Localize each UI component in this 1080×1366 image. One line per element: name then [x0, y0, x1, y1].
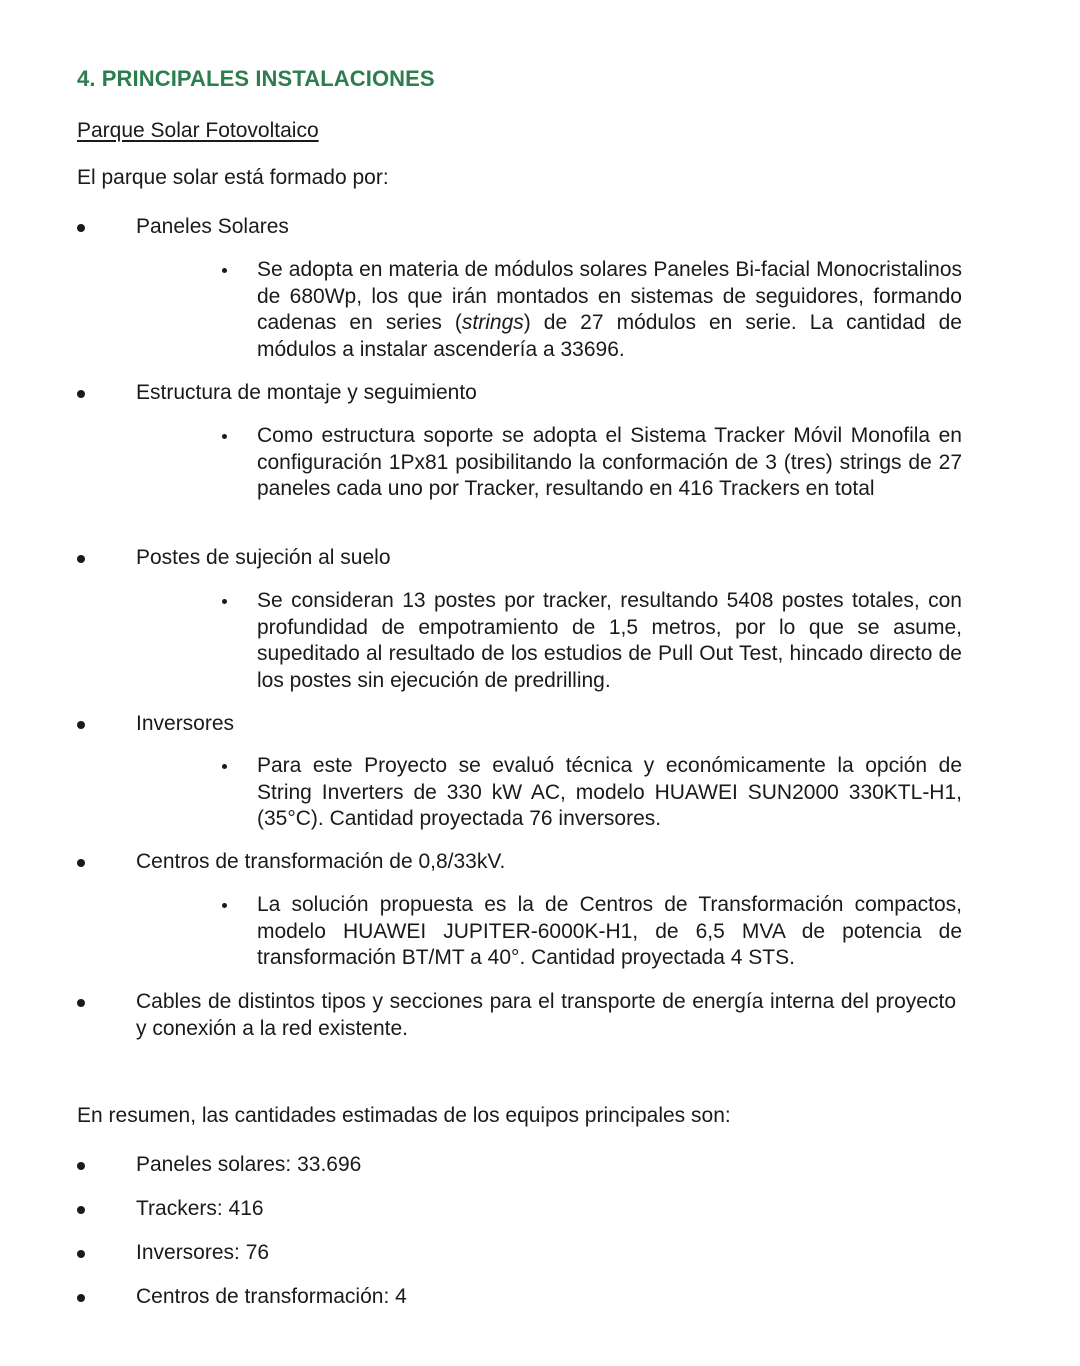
section-subheading: Parque Solar Fotovoltaico [77, 119, 319, 142]
summary-item-text: Centros de transformación: 4 [136, 1285, 407, 1308]
sub-list-item-text: Para este Proyecto se evaluó técnica y económicamente la opción de String Inverters de 330 kW AC, modelo HUAWEI SUN2000 330KTL-H1, (35°C). Cantidad proyectada 76 inversores. [257, 754, 962, 830]
list-item-label: Estructura de montaje y seguimiento [136, 381, 477, 404]
sub-list-item-text: La solución propuesta es la de Centros de Transformación compactos, modelo HUAWEI JUPITER-6000K-H1, de 6,5 MVA de potencia de transformación BT/MT a 40°. Cantidad proyectada 4 STS. [257, 893, 962, 969]
list-item-label: Inversores [136, 712, 235, 735]
text-segment: ) de 27 módulos en serie. La cantidad de módulos a instalar ascendería a 33696. [257, 311, 962, 361]
intro-paragraph: El parque solar está formado por: [77, 166, 389, 189]
list-item-label: Paneles Solares [136, 215, 289, 238]
section-heading: 4. PRINCIPALES INSTALACIONES [77, 66, 435, 91]
summary-item-text: Inversores: 76 [136, 1241, 270, 1264]
summary-item-text: Trackers: 416 [136, 1197, 264, 1220]
sub-list-item-text [257, 257, 962, 363]
text-segment: Se adopta en materia de módulos solares Paneles Bi-facial Monocristalinos de 680Wp, los que irán montados en sistemas de seguidores, formando cadenas en series ( [257, 258, 962, 334]
summary-paragraph: En resumen, las cantidades estimadas de los equipos principales son: [77, 1104, 731, 1127]
sub-list-item-text: Se consideran 13 postes por tracker, resultando 5408 postes totales, con profundidad de empotramiento de 1,5 metros, por lo que se asume, supeditado al resultado de los estudios de Pull Out Test, hincado directo de los postes sin ejecución de predrilling. [257, 589, 962, 692]
list-item-label: Centros de transformación de 0,8/33kV. [136, 850, 506, 873]
list-item-label: Postes de sujeción al suelo [136, 546, 391, 569]
list-item-label: Cables de distintos tipos y secciones para el transporte de energía interna del proyecto y conexión a la red existente. [136, 990, 956, 1040]
summary-item-text: Paneles solares: 33.696 [136, 1153, 362, 1176]
sub-list-item-text: Como estructura soporte se adopta el Sistema Tracker Móvil Monofila en configuración 1Px81 posibilitando la conformación de 3 (tres) strings de 27 paneles cada uno por Tracker, resultando en 416 Trackers en total [257, 424, 962, 500]
emphasis-text: strings [461, 311, 524, 334]
